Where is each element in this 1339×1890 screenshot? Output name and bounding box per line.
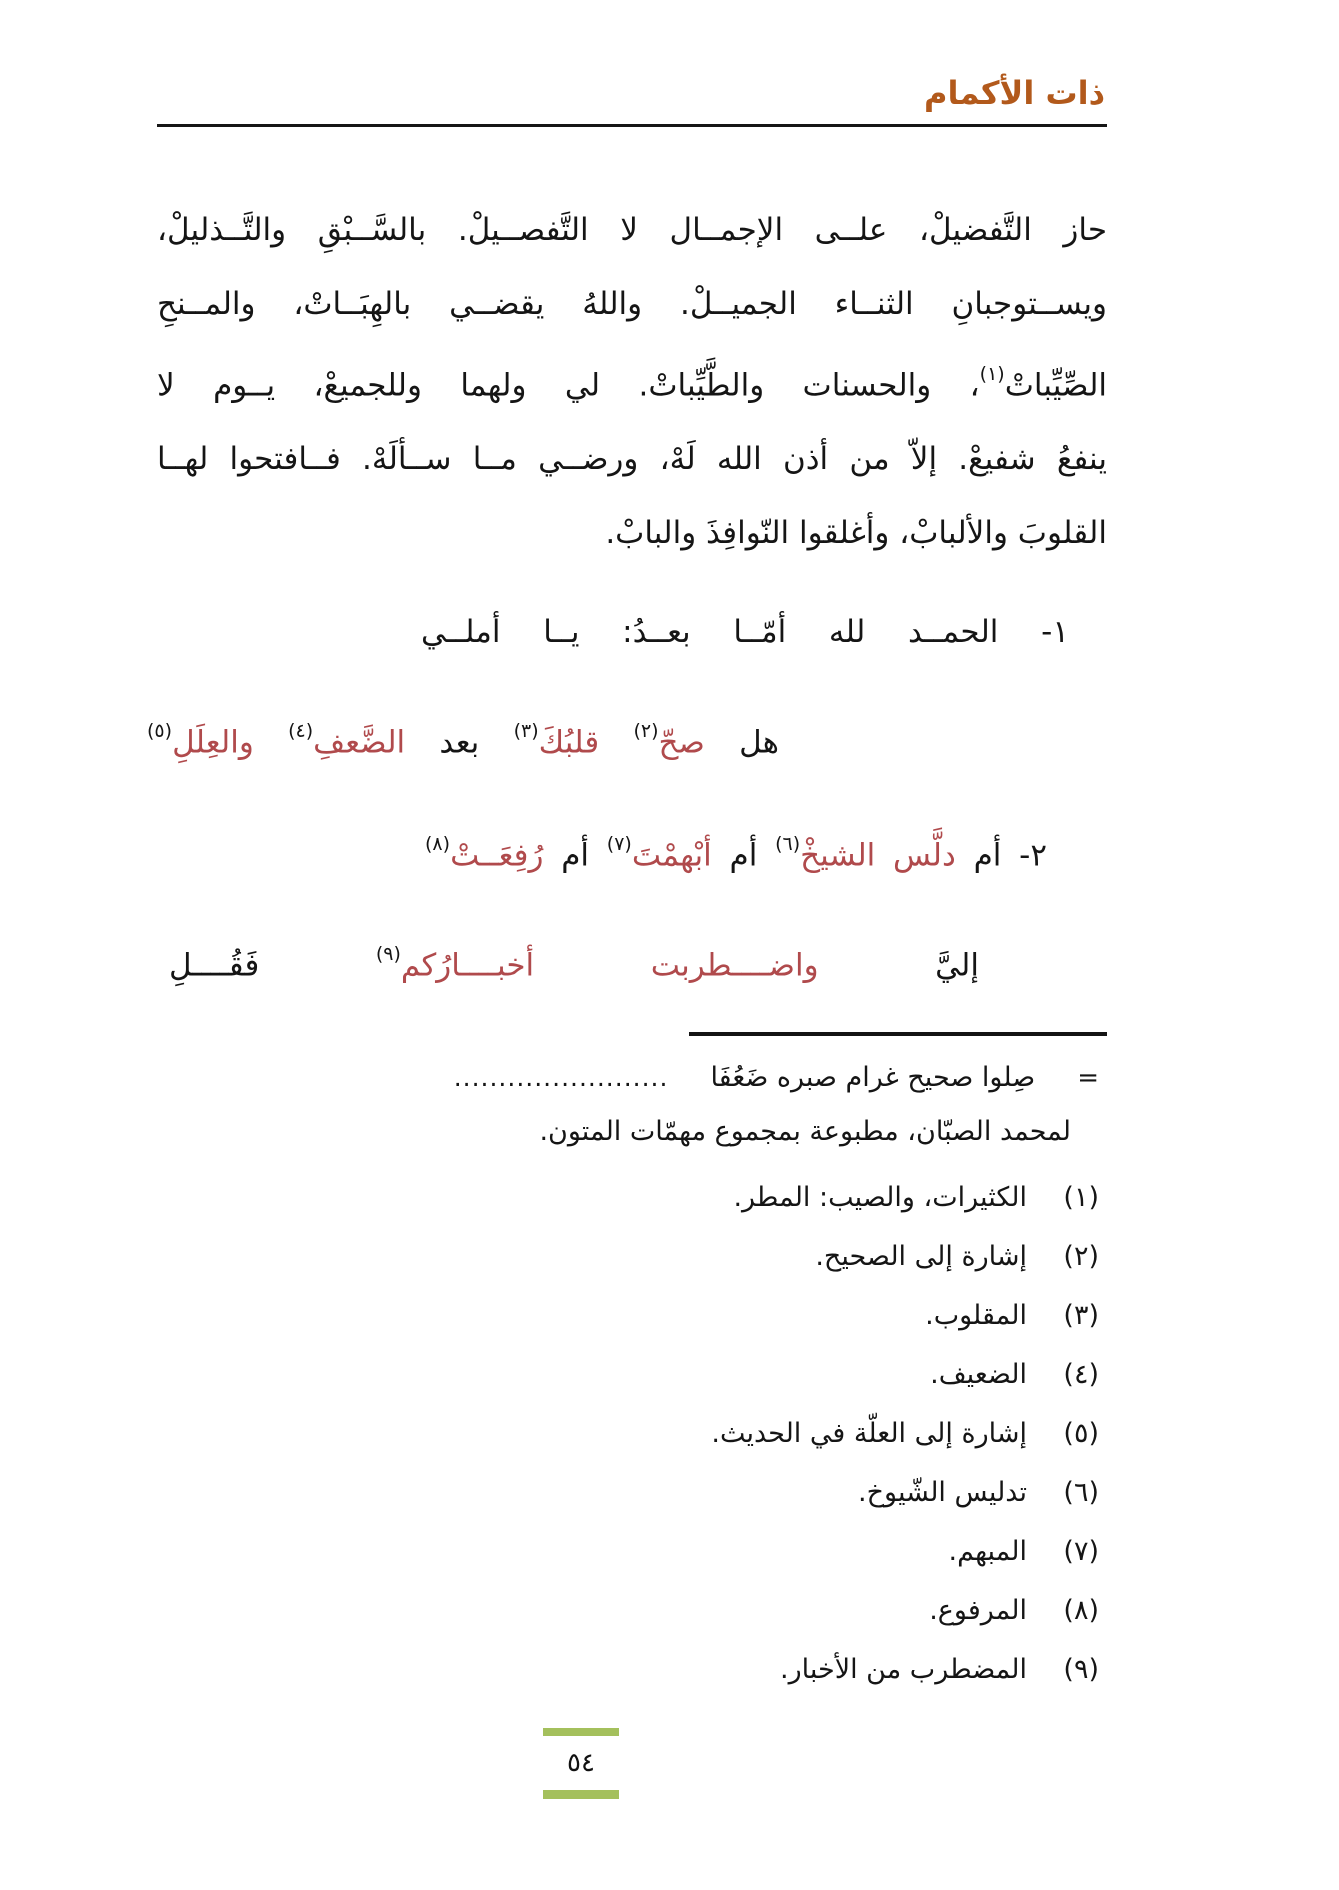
poem-word-highlight: دلَّس الشيخْ	[800, 837, 956, 874]
footnote-item	[219, 1227, 1099, 1286]
header-rule	[157, 124, 1107, 127]
footer-bar-top	[543, 1728, 619, 1736]
verse-2-hemistich-2	[169, 926, 979, 997]
footnote-text: المبهم.	[948, 1536, 1027, 1567]
poem-word: بعد	[405, 724, 514, 761]
body-line-1: حاز التَّفضيلْ، علــى الإجمــال لا التَّفصــيلْ. بالسَّــبْقِ والتَّــذليلْ،	[157, 212, 1107, 248]
footnote-separator	[689, 1032, 1107, 1036]
running-head-title: ذات الأكمام	[923, 74, 1105, 112]
body-segment: الصِّيِّباتْ	[1004, 367, 1107, 404]
footnote-item	[219, 1463, 1099, 1522]
page-footer	[542, 1728, 620, 1799]
footnote-text: الضعيف.	[930, 1359, 1027, 1390]
footnote-item	[219, 1345, 1099, 1404]
body-line-2: ويســتوجبانِ الثنــاء الجميــلْ. واللهُ يقضــي بالهِبَــاتْ، والمــنحِ	[157, 286, 1107, 322]
footnote-text: المقلوب.	[925, 1300, 1027, 1331]
body-line-5: القلوبَ والألبابْ، وأغلقوا النّوافِذَ والبابْ.	[605, 515, 1107, 552]
verse-1-hemistich-2	[147, 703, 779, 774]
footnote-ref-8: (٨)	[425, 833, 451, 855]
footnote-text: الكثيرات، والصيب: المطر.	[733, 1182, 1027, 1213]
poem-word-highlight: الضَّعفِ	[313, 724, 406, 761]
footnote-number: (٣)	[1063, 1300, 1099, 1331]
footnote-number: (٤)	[1063, 1359, 1099, 1390]
footnote-attribution: لمحمد الصبّان، مطبوعة بمجموع مهمّات المتون.	[539, 1116, 1071, 1147]
footnote-text: إشارة إلى الصحيح.	[815, 1241, 1027, 1272]
footnote-ref-6: (٦)	[775, 833, 801, 855]
poem-word-highlight: واضــــطربت أخبــــارُكم	[400, 947, 819, 984]
poem-word: أم	[543, 837, 607, 874]
footnote-number: (٥)	[1063, 1418, 1099, 1449]
footnote-text: إشارة إلى العلّة في الحديث.	[711, 1418, 1027, 1449]
footnote-number: (٢)	[1063, 1241, 1099, 1272]
footnote-number: (١)	[1063, 1182, 1099, 1213]
footnote-ref-9: (٩)	[375, 943, 401, 965]
poem-word-highlight: والعِلَلِ	[172, 724, 289, 761]
footnote-ref-1: (١)	[979, 363, 1005, 385]
footnote-text: المرفوع.	[929, 1595, 1027, 1626]
poem-word: ٢- أم	[955, 837, 1047, 874]
poem-word: أم	[711, 837, 776, 874]
dotted-leader: ........................	[453, 1063, 669, 1092]
footnote-number: (٨)	[1063, 1595, 1099, 1626]
footnote-verse: صِلوا صحيح غرام صبره ضَعُفَا	[710, 1062, 1036, 1093]
footnote-list	[219, 1168, 1099, 1699]
footnote-number: (٦)	[1063, 1477, 1099, 1508]
continuation-marker: =	[1077, 1063, 1099, 1093]
body-segment: ، والحسنات والطَّيِّباتْ. لي ولهما وللجميعْ، يــوم لا	[157, 367, 980, 404]
poem-word-highlight: رُفِعَــتْ	[450, 837, 544, 874]
footnote-text: تدليس الشّيوخ.	[858, 1477, 1027, 1508]
footnote-ref-3: (٣)	[513, 720, 539, 742]
page-number: ٥٤	[567, 1748, 595, 1778]
footnote-text: المضطرب من الأخبار.	[780, 1654, 1027, 1685]
verse-2-hemistich-1	[425, 816, 1047, 887]
footer-bar-bottom	[543, 1790, 619, 1799]
footnote-item	[219, 1286, 1099, 1345]
poem-word: هل	[704, 724, 779, 761]
poem-word-highlight: أبْهمْتَ	[631, 837, 712, 874]
verse-1-hemistich-1: ١- الحمــد لله أمّــا بعــدُ: يــا أملــي	[421, 614, 1069, 650]
footnote-ref-2: (٢)	[633, 720, 659, 742]
footnote-item	[219, 1404, 1099, 1463]
body-line-3	[157, 341, 1107, 422]
footnote-ref-4: (٤)	[288, 720, 314, 742]
footnote-ref-5: (٥)	[147, 720, 173, 742]
footnote-item	[219, 1640, 1099, 1699]
footnote-number: (٧)	[1063, 1536, 1099, 1567]
footnote-item	[219, 1581, 1099, 1640]
poem-word: فَقُــــلِ	[169, 947, 376, 984]
poem-word-highlight: صحّ	[658, 724, 705, 761]
body-line-4: ينفعُ شفيعْ. إلاّ من أذن الله لَهْ، ورضــي مــا ســألَهْ. فــافتحوا لهــا	[157, 441, 1107, 478]
poem-word-highlight: قلبُكَ	[538, 724, 634, 761]
footnote-number: (٩)	[1063, 1654, 1099, 1685]
footnote-item	[219, 1168, 1099, 1227]
body-paragraph	[157, 193, 1107, 570]
footnote-ref-7: (٧)	[606, 833, 632, 855]
footnote-item	[219, 1522, 1099, 1581]
poem-word: إليَّ	[818, 947, 979, 984]
footnote-continuation	[199, 1056, 1099, 1100]
